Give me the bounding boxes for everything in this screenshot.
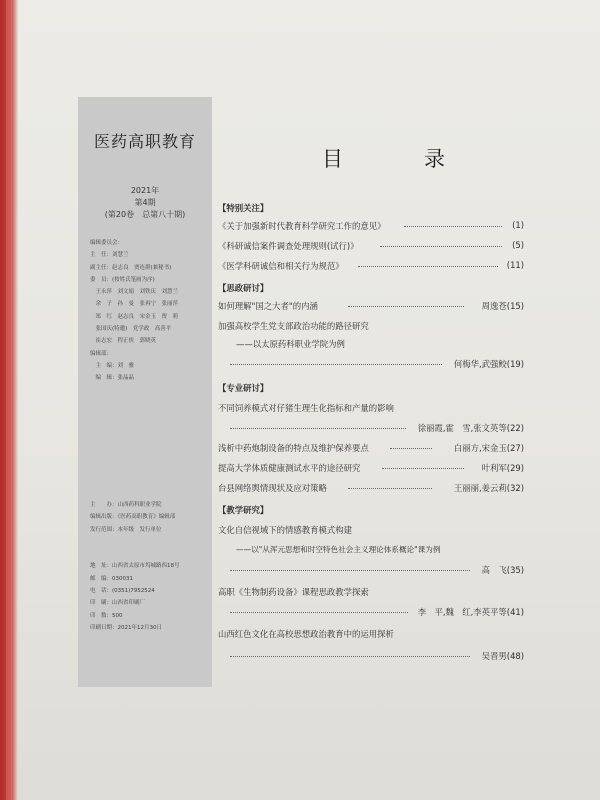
leader-dots (348, 306, 464, 307)
entry-title: 高职《生物制药设备》课程思政教学探索 (218, 587, 369, 597)
leader-dots (230, 612, 408, 613)
section-heading: 【专业研讨】 (218, 383, 269, 393)
info-line: 印 刷：山西省印刷厂 (90, 600, 146, 607)
board-line: 委 员：(按姓氏笔画为序) (90, 276, 155, 283)
toc-entry-author (218, 422, 524, 436)
entry-author: 周逸苍(15) (481, 301, 524, 311)
board-line: 张国庆(特邀) 党学政 高善平 (90, 326, 172, 333)
entry-page: (11) (506, 260, 524, 270)
leader-dots (230, 364, 442, 365)
entry-title: 台县网络舆情现状及应对策略 (218, 483, 327, 493)
board-line: 崔志宏 程正侠 郭晓英 (90, 338, 157, 345)
entry-subtitle: ——以"从浑元思想和时空特色社会主义理论体系概论"课为例 (236, 545, 441, 554)
toc-entry[interactable] (218, 462, 524, 476)
entry-title: 《医学科研诚信和相关行为规范》 (218, 261, 344, 271)
board-line: 主 任：刘慧兰 (90, 252, 129, 259)
toc-entry-author (218, 358, 524, 372)
cover-edge (0, 0, 18, 800)
leader-dots (230, 656, 470, 657)
toc-entry-subtitle (218, 544, 524, 558)
toc-entry[interactable] (218, 402, 524, 416)
toc-entry-author (218, 606, 524, 620)
board-line: 副主任：赵志良 贾连群(兼秘书) (90, 264, 172, 271)
info-line: 发行范围：本年级 发行单位 (90, 526, 162, 533)
entry-title: 浅析中药炮制设备的特点及维护保养要点 (218, 443, 369, 453)
toc-entry[interactable] (218, 260, 524, 274)
info-line: 地 址：山西省太原市坞城路西18号 (90, 563, 180, 570)
board-line: 编 辑：张晶晶 (90, 375, 135, 382)
entry-title: 加强高校学生党支部政治功能的路径研究 (218, 321, 369, 331)
entry-author: 王丽丽,姜云莉(32) (453, 483, 524, 493)
leader-dots (382, 468, 464, 469)
info-line: 电 话：(0351)7952524 (90, 588, 155, 595)
entry-title: 《关于加强新时代教育科学研究工作的意见》 (218, 221, 386, 231)
journal-title: 医药高职教育 (93, 132, 196, 151)
board-line: 王永萍 刘文娟 刘铁庆 刘慧兰 (90, 289, 179, 296)
section-heading: 【教学研究】 (218, 505, 269, 515)
entry-title: 文化自信视域下的情感教育模式构建 (218, 525, 352, 535)
info-line: 主 办：山西药科职业学院 (90, 502, 162, 508)
toc-entry[interactable] (218, 320, 524, 334)
entry-title: 如何理解"国之大者"的内涵 (218, 301, 318, 311)
entry-subtitle: ——以太原药科职业学院为例 (236, 339, 345, 349)
toc-entry[interactable] (218, 482, 524, 496)
section-heading: 【思政研讨】 (218, 283, 269, 293)
editorial-board (90, 237, 178, 385)
issue-number: 第4期 (134, 198, 156, 207)
toc-entry[interactable] (218, 300, 524, 314)
entry-author: 吴晋男(48) (481, 651, 524, 661)
entry-title: 不同饲养模式对仔猪生理生化指标和产量的影响 (218, 403, 394, 413)
leader-dots (230, 570, 470, 571)
info-line: 印刷日期：2021年12月30日 (90, 624, 162, 631)
info-line: 编辑出版：《医药高职教育》编辑部 (90, 514, 176, 521)
toc-entry[interactable] (218, 628, 524, 642)
toc-heading: 目 录 (322, 147, 475, 171)
board-line: 郑 红 赵志良 宋金玉 贾 莉 (90, 313, 179, 320)
entry-title: 山西红色文化在高校思想政治教育中的运用探析 (218, 629, 394, 639)
toc-entry[interactable] (218, 442, 524, 456)
masthead-sidebar (78, 97, 212, 687)
leader-dots (348, 488, 432, 489)
section-heading: 【特别关注】 (218, 203, 269, 213)
leader-dots (390, 448, 432, 449)
toc-entry-author (218, 650, 524, 664)
publication-info (90, 499, 180, 634)
info-line: 邮 编：030031 (90, 575, 133, 582)
toc-entry-subtitle (218, 338, 524, 352)
info-line (90, 536, 180, 548)
issue-year: 2021年 (130, 186, 160, 195)
toc-entry[interactable] (218, 240, 524, 254)
issue-volume: (第20卷 总第八十期) (104, 210, 186, 219)
board-line: 编辑委员会： (90, 240, 124, 246)
toc-entry[interactable] (218, 586, 524, 600)
entry-author: 白丽方,宋金玉(27) (453, 443, 524, 453)
entry-page: (5) (512, 240, 524, 250)
board-line: 余 子 孙 曼 张再宁 张丽萍 (90, 301, 179, 308)
entry-title: 《科研诚信案件调查处理规则(试行)》 (218, 241, 359, 251)
info-line (90, 548, 180, 560)
entry-page: (1) (512, 220, 524, 230)
board-line: 主 编：刘 雅 (90, 362, 135, 369)
entry-author: 徐丽霞,霍 雪,张文英等(22) (417, 423, 524, 433)
entry-title: 提高大学体质健康测试水平的途径研究 (218, 463, 361, 473)
leader-dots (358, 266, 498, 267)
toc-entry[interactable] (218, 524, 524, 538)
entry-author: 叶利军(29) (481, 463, 524, 473)
toc-entry-author (218, 564, 524, 578)
entry-author: 李 平,魏 红,李英平等(41) (417, 607, 524, 617)
leader-dots (230, 428, 406, 429)
toc-entry[interactable] (218, 220, 524, 234)
leader-dots (404, 226, 502, 227)
entry-author: 高 飞(35) (481, 565, 524, 575)
info-line: 印 数：500 (90, 612, 123, 619)
leader-dots (380, 246, 502, 247)
board-line: 编辑部： (90, 350, 113, 357)
entry-author: 何梅华,武强鲛(19) (453, 359, 524, 369)
